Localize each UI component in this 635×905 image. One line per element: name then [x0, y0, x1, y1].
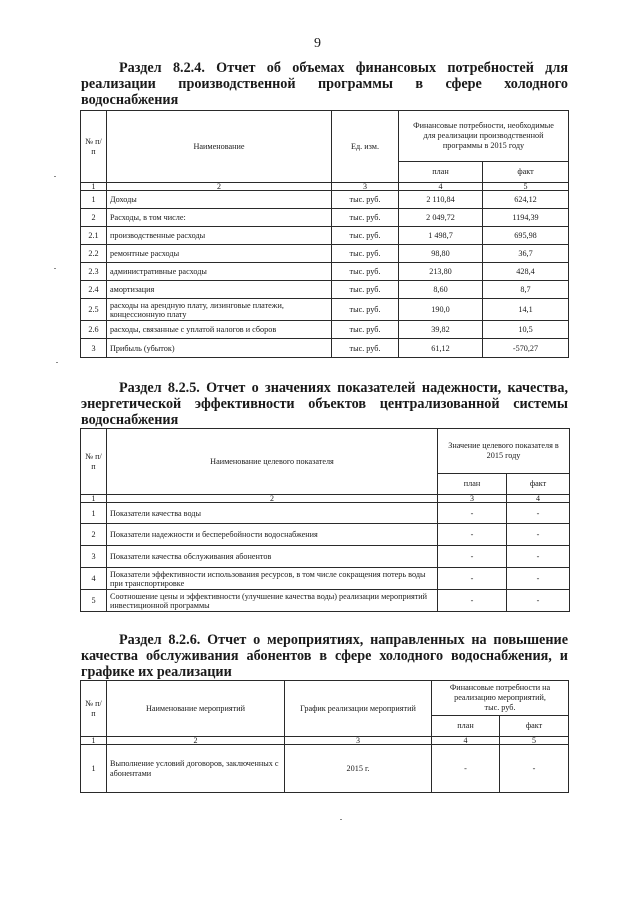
scan-mark	[56, 362, 58, 363]
row-unit: тыс. руб.	[332, 339, 399, 358]
column-numbers-row	[81, 183, 569, 191]
row-fact: -	[507, 503, 570, 524]
row-plan: 61,12	[399, 339, 483, 358]
row-num: 2.2	[81, 245, 107, 263]
row-num: 1	[81, 745, 107, 793]
section-8-2-4-title	[81, 60, 568, 108]
row-unit: тыс. руб.	[332, 321, 399, 339]
col-number: 3	[332, 183, 399, 191]
row-plan: 190,0	[399, 299, 483, 321]
financial-needs-table	[80, 110, 569, 358]
header-plan: план	[438, 474, 507, 495]
row-num: 2.3	[81, 263, 107, 281]
row-unit: тыс. руб.	[332, 209, 399, 227]
row-unit: тыс. руб.	[332, 191, 399, 209]
scan-mark	[340, 819, 342, 820]
row-fact: -	[507, 524, 570, 546]
row-plan: -	[438, 503, 507, 524]
row-plan: -	[438, 590, 507, 612]
header-unit: Ед. изм.	[332, 111, 399, 183]
header-group: Финансовые потребности на реализацию мероприятий, тыс. руб.	[432, 681, 569, 716]
row-unit: тыс. руб.	[332, 281, 399, 299]
table-row	[81, 568, 570, 590]
row-fact: 36,7	[483, 245, 569, 263]
table-row	[81, 321, 569, 339]
col-number: 5	[500, 737, 569, 745]
row-plan: 8,60	[399, 281, 483, 299]
row-schedule: 2015 г.	[285, 745, 432, 793]
row-num: 4	[81, 568, 107, 590]
header-group: Финансовые потребности, необходимые для реализации производственной программы в 2015 году	[399, 111, 569, 162]
row-name: производственные расходы	[107, 227, 332, 245]
row-num: 2.1	[81, 227, 107, 245]
scan-mark	[54, 268, 56, 269]
row-fact: 428,4	[483, 263, 569, 281]
col-number: 3	[438, 495, 507, 503]
row-plan: 213,80	[399, 263, 483, 281]
table-row	[81, 745, 569, 793]
page-number: 9	[314, 36, 321, 51]
col-number: 3	[285, 737, 432, 745]
section-title-text: Раздел 8.2.5. Отчет о значениях показателей надежности, качества, энергетической эффективности объектов централизованной системы водоснабжения	[81, 380, 568, 428]
row-fact: 695,98	[483, 227, 569, 245]
row-name: Выполнение условий договоров, заключенных с абонентами	[107, 745, 285, 793]
row-plan: 39,82	[399, 321, 483, 339]
header-name: Наименование целевого показателя	[107, 429, 438, 495]
row-plan: -	[438, 568, 507, 590]
table-row	[81, 546, 570, 568]
header-num: № п/п	[81, 681, 107, 737]
col-number: 4	[507, 495, 570, 503]
row-plan: 1 498,7	[399, 227, 483, 245]
row-name: Показатели качества обслуживания абонентов	[107, 546, 438, 568]
col-number: 5	[483, 183, 569, 191]
section-title-text: Раздел 8.2.6. Отчет о мероприятиях, направленных на повышение качества обслуживания абонентов в сфере холодного водоснабжения, и графике их реализации	[81, 632, 568, 680]
header-schedule: График реализации мероприятий	[285, 681, 432, 737]
row-num: 3	[81, 339, 107, 358]
row-num: 3	[81, 546, 107, 568]
row-fact: -	[507, 546, 570, 568]
header-group: Значение целевого показателя в 2015 году	[438, 429, 570, 474]
header-num: № п/п	[81, 111, 107, 183]
col-number: 4	[399, 183, 483, 191]
row-name: административные расходы	[107, 263, 332, 281]
row-plan: 2 110,84	[399, 191, 483, 209]
col-number: 1	[81, 495, 107, 503]
row-num: 2	[81, 209, 107, 227]
row-num: 2	[81, 524, 107, 546]
row-name: Показатели эффективности использования ресурсов, в том числе сокращения потерь воды при транспортировке	[107, 568, 438, 590]
header-name: Наименование	[107, 111, 332, 183]
column-numbers-row	[81, 737, 569, 745]
row-name: расходы на арендную плату, лизинговые платежи, концессионную плату	[107, 299, 332, 321]
header-fact: факт	[500, 716, 569, 737]
row-name: расходы, связанные с уплатой налогов и сборов	[107, 321, 332, 339]
row-plan: 98,80	[399, 245, 483, 263]
header-num: № п/п	[81, 429, 107, 495]
row-name: Доходы	[107, 191, 332, 209]
row-name: Соотношение цены и эффективности (улучшение качества воды) реализации мероприятий инвестиционной программы	[107, 590, 438, 612]
scan-mark	[54, 176, 56, 177]
col-number: 4	[432, 737, 500, 745]
row-name: Прибыль (убыток)	[107, 339, 332, 358]
section-title-text: Раздел 8.2.4. Отчет об объемах финансовых потребностей для реализации производственной программы в сфере холодного водоснабжения	[81, 60, 568, 108]
row-fact: 1194,39	[483, 209, 569, 227]
row-fact: -	[507, 568, 570, 590]
service-measures-table	[80, 680, 569, 793]
row-name: амортизация	[107, 281, 332, 299]
row-num: 2.6	[81, 321, 107, 339]
row-unit: тыс. руб.	[332, 299, 399, 321]
table-row	[81, 209, 569, 227]
row-fact: -570,27	[483, 339, 569, 358]
col-number: 2	[107, 737, 285, 745]
row-unit: тыс. руб.	[332, 245, 399, 263]
row-fact: -	[507, 590, 570, 612]
col-number: 1	[81, 737, 107, 745]
table-row	[81, 339, 569, 358]
header-plan: план	[432, 716, 500, 737]
col-number: 2	[107, 183, 332, 191]
row-name: Расходы, в том числе:	[107, 209, 332, 227]
col-number: 2	[107, 495, 438, 503]
col-number: 1	[81, 183, 107, 191]
table-row	[81, 245, 569, 263]
table-row	[81, 263, 569, 281]
row-name: Показатели качества воды	[107, 503, 438, 524]
section-8-2-5-title	[81, 380, 568, 428]
row-unit: тыс. руб.	[332, 263, 399, 281]
header-name: Наименование мероприятий	[107, 681, 285, 737]
row-plan: -	[432, 745, 500, 793]
row-plan: -	[438, 546, 507, 568]
row-fact: 8,7	[483, 281, 569, 299]
header-fact: факт	[507, 474, 570, 495]
row-fact: 624,12	[483, 191, 569, 209]
row-num: 2.4	[81, 281, 107, 299]
row-num: 1	[81, 191, 107, 209]
row-unit: тыс. руб.	[332, 227, 399, 245]
row-fact: -	[500, 745, 569, 793]
table-row	[81, 227, 569, 245]
row-num: 2.5	[81, 299, 107, 321]
table-row	[81, 191, 569, 209]
row-name: ремонтные расходы	[107, 245, 332, 263]
row-fact: 14,1	[483, 299, 569, 321]
table-row	[81, 299, 569, 321]
section-8-2-6-title	[81, 632, 568, 680]
header-fact: факт	[483, 162, 569, 183]
column-numbers-row	[81, 495, 570, 503]
row-fact: 10,5	[483, 321, 569, 339]
row-num: 1	[81, 503, 107, 524]
header-plan: план	[399, 162, 483, 183]
row-num: 5	[81, 590, 107, 612]
table-row	[81, 590, 570, 612]
row-plan: -	[438, 524, 507, 546]
target-indicators-table	[80, 428, 570, 612]
table-row	[81, 503, 570, 524]
table-row	[81, 524, 570, 546]
row-name: Показатели надежности и бесперебойности водоснабжения	[107, 524, 438, 546]
row-plan: 2 049,72	[399, 209, 483, 227]
table-row	[81, 281, 569, 299]
